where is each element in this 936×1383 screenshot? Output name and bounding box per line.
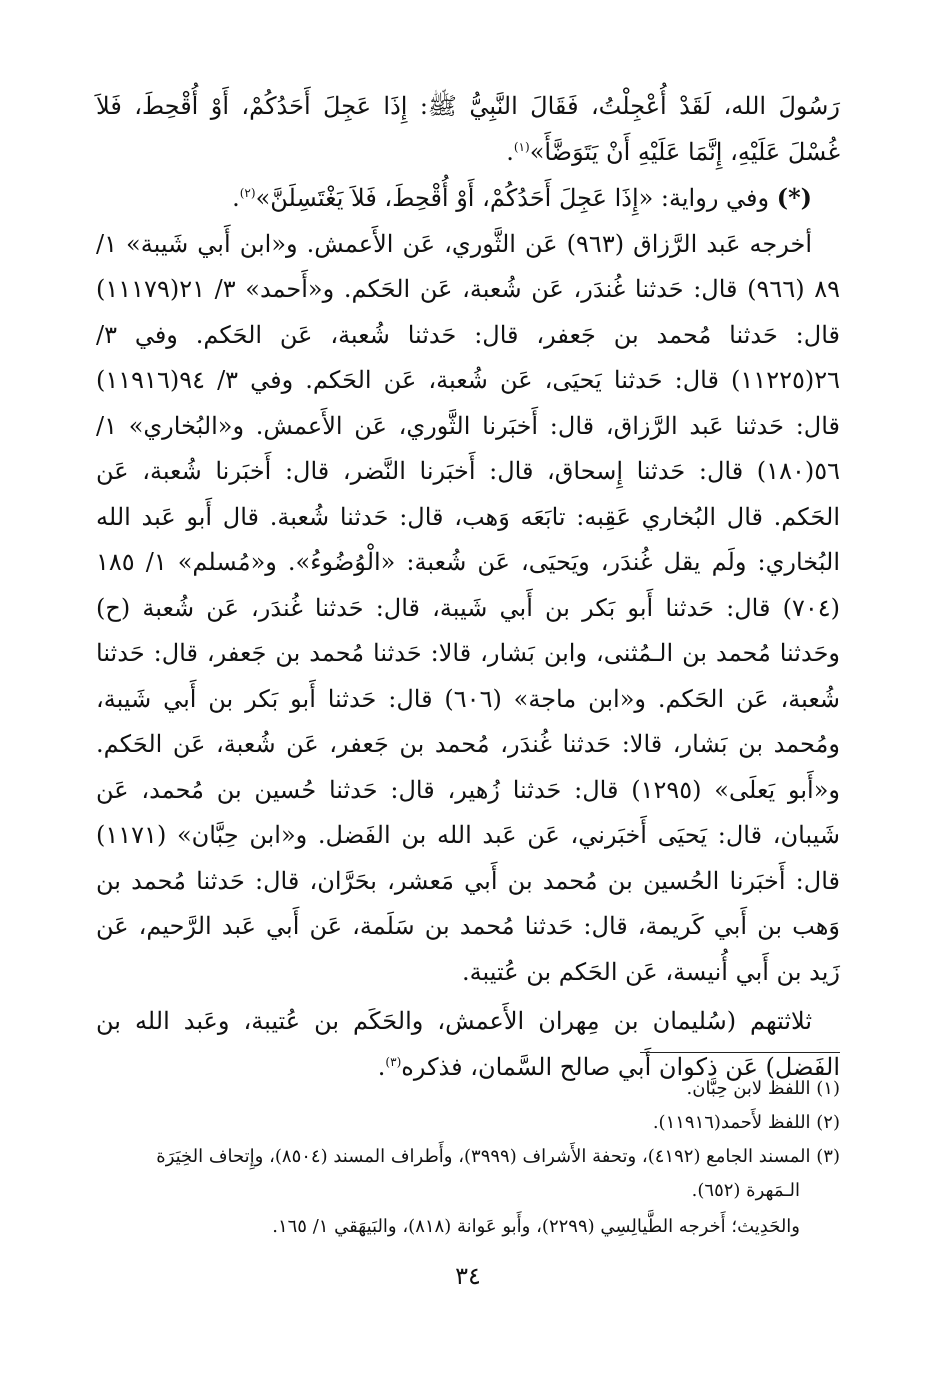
summary-text: ثلاثتهم (سُليمان بن مِهران الأَعمش، والحَكَم بن عُتيبة، وعَبد الله بن الفَضل) عَن ذكوان أَبي صالح السَّمان، فذكره bbox=[96, 1007, 840, 1081]
hadith-paragraph bbox=[96, 84, 840, 175]
narration-variant-paragraph bbox=[96, 175, 840, 222]
main-text bbox=[96, 84, 840, 1090]
star-marker: (*) bbox=[776, 183, 812, 212]
page-content bbox=[96, 84, 840, 1090]
footnote-3-continuation: الـمَهرة (٦٥٢). bbox=[691, 1180, 800, 1201]
footnote-ref-2: (٢) bbox=[239, 186, 256, 200]
footnotes bbox=[96, 1072, 840, 1244]
footnote-2: (٢) اللفظ لأَحمد(١١٩١٦). bbox=[652, 1112, 840, 1133]
summary-text-end: . bbox=[377, 1052, 386, 1081]
footnote-divider bbox=[640, 1052, 840, 1053]
footnote-3: (٣) المسند الجامع (٤١٩٢)، وتحفة الأَشراف (٣٩٩٩)، وأَطراف المسند (٨٥٠٤)، وإِتحاف الخِيَرَة bbox=[156, 1146, 840, 1167]
page-number: ٣٤ bbox=[455, 1262, 481, 1290]
footnote-additional: والحَدِيث؛ أَخرجه الطَّيالِسِي (٢٢٩٩)، وأَبو عَوانة (٨١٨)، والبَيهَقي ١/ ١٦٥. bbox=[272, 1216, 800, 1237]
footnote-ref-3: (٣) bbox=[385, 1054, 402, 1069]
footnote-ref-1: (١) bbox=[513, 139, 530, 154]
hadith-text-end: . bbox=[506, 137, 514, 166]
takhrij-paragraph: أخرجه عَبد الرَّزاق (٩٦٣) عَن الثَّوري، عَن الأَعمش. و«ابن أَبي شَيبة» ١/ ٨٩ (٩٦٦) قال: حَدثنا غُندَر، عَن شُعبة، عَن الحَكم. و«أَحمد» ٣/ ٢١(١١١٧٩) قال: حَدثنا مُحمد بن جَعفر، قال: حَدثنا شُعبة، عَن الحَكم. وفي ٣/ ٢٦(١١٢٢٥) قال: حَدثنا يَحيَى، عَن شُعبة، عَن الحَكم. وفي ٣/ ٩٤(١١٩١٦) قال: حَدثنا عَبد الرَّزاق، قال: أَخبَرنا الثَّوري، عَن الأَعمش. و«البُخاري» ١/ ٥٦(١٨٠) قال: حَدثنا إِسحاق، قال: أَخبَرنا النَّضر، قال: أَخبَرنا شُعبة، عَن الحَكم. قال البُخاري عَقِبه: تابَعَه وَهب، قال: حَدثنا شُعبة. قال أَبو عَبد الله البُخاري: ولَم يقل غُندَر، ويَحيَى، عَن شُعبة: «الْوُضُوءُ». و«مُسلم» ١/ ١٨٥ (٧٠٤) قال: حَدثنا أَبو بَكر بن أَبي شَيبة، قال: حَدثنا غُندَر، عَن شُعبة (ح) وحَدثنا مُحمد بن الـمُثنى، وابن بَشار، قالا: حَدثنا مُحمد بن جَعفر، قال: حَدثنا شُعبة، عَن الحَكم. و«ابن ماجة» (٦٠٦) قال: حَدثنا أَبو بَكر بن أَبي شَيبة، ومُحمد بن بَشار، قالا: حَدثنا غُندَر، مُحمد بن جَعفر، عَن شُعبة، عَن الحَكم. و«أَبو يَعلَى» (١٢٩٥) قال: حَدثنا زُهير، قال: حَدثنا حُسين بن مُحمد، عَن شَيبان، قال: يَحيَى أَخبَرني، عَن عَبد الله بن الفَضل. و«ابن حِبَّان» (١١٧١) قال: أَخبَرنا الحُسين بن مُحمد بن أَبي مَعشر، بحَرَّان، قال: حَدثنا مُحمد بن وَهب بن أَبي كَريمة، قال: حَدثنا مُحمد بن سَلَمة، عَن أَبي عَبد الرَّحيم، عَن زَيد بن أَبي أُنيسة، عَن الحَكم بن عُتيبة. bbox=[96, 229, 841, 986]
narration-variant-end: . bbox=[232, 184, 240, 212]
hadith-text: رَسُولَ الله، لَقَدْ أُعْجِلْتُ، فَقَالَ النَّبِيُّ ﷺ: إِذَا عَجِلَ أَحَدُكُمْ، أَوْ أُقْحِطَ، فَلاَ غُسْلَ عَلَيْهِ، إِنَّمَا عَلَيْهِ أَنْ يَتَوَضَّأَ» bbox=[96, 92, 840, 166]
footnote-1: (١) اللفظ لابن حِبَّان. bbox=[686, 1078, 840, 1099]
narration-variant-text: وفي رواية: «إِذَا عَجِلَ أَحَدُكُمْ، أَوْ أُقْحِطَ، فَلاَ يَغْتَسِلَنَّ» bbox=[255, 184, 777, 212]
